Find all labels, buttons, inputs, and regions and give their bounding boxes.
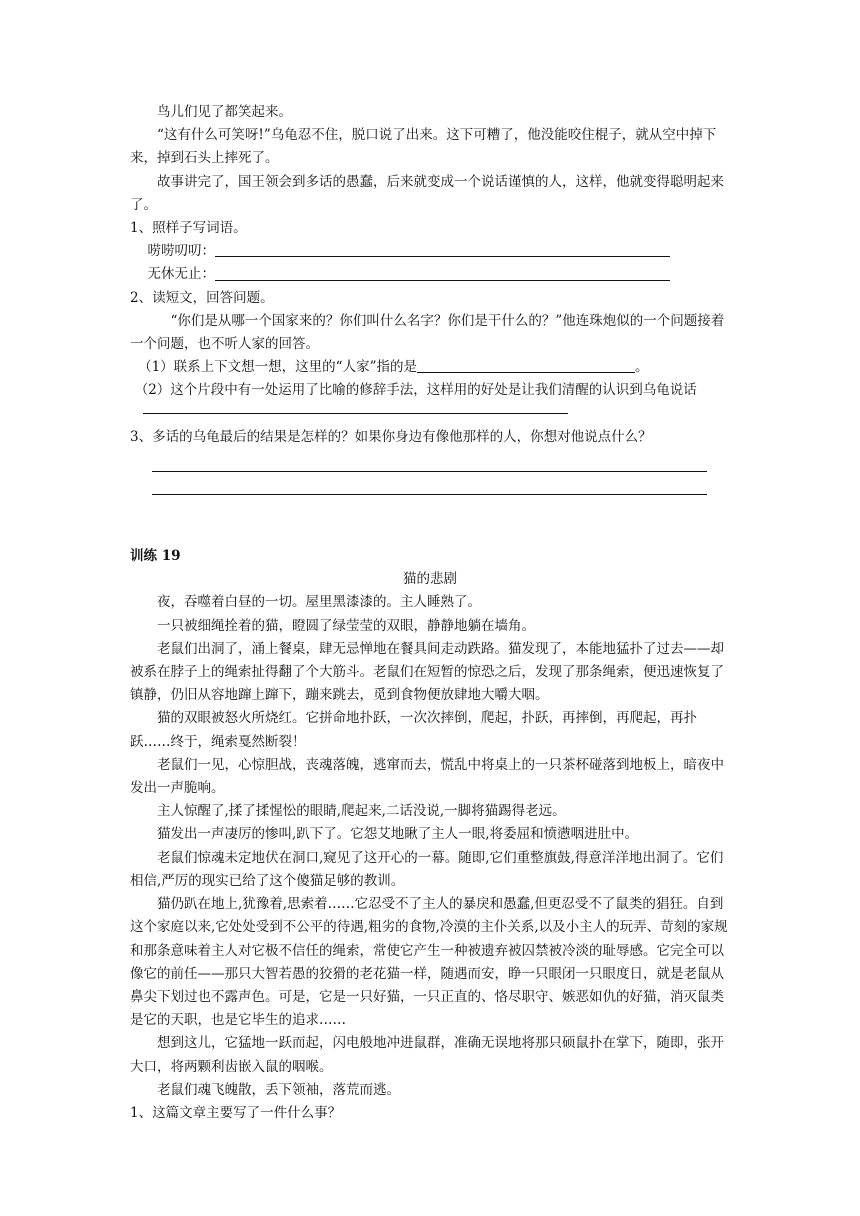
document-body	[130, 101, 730, 1125]
answer-line[interactable]	[143, 412, 568, 414]
question-1-item-2	[130, 263, 730, 286]
question-1-title: 1、照样子写词语。	[130, 220, 247, 237]
story-paragraph: 想到这儿，它猛地一跃而起，闪电般地冲进鼠群，准确无误地将那只硕鼠扑在掌下，随即，张开大口，将两颗利齿嵌入鼠的咽喉。	[130, 1035, 724, 1075]
story-paragraph: “这有什么可笑呀!”乌龟忍不住，脱口说了出来。这下可糟了，他没能咬住棍子，就从空中掉下来，掉到石头上摔死了。	[130, 127, 717, 167]
answer-line[interactable]	[417, 371, 635, 373]
question-2-sub-1	[130, 356, 730, 379]
story-paragraph: 猫的双眼被怒火所烧红。它拼命地扑跃，一次次摔倒，爬起，扑跃，再摔倒，再爬起，再扑跃……终于，绳索戛然断裂！	[130, 710, 697, 750]
story-paragraph: 猫发出一声凄厉的惨叫,趴下了。它怨艾地瞅了主人一眼,将委屈和愤懑咽进肚中。	[157, 826, 639, 843]
story-paragraph: 老鼠们出洞了，涌上餐桌，肆无忌惮地在餐具间走动跌路。猫发现了，本能地猛扑了过去——却被系在脖子上的绳索扯得翻了个大筋斗。老鼠们在短暂的惊恐之后，发现了那条绳索，便迅速恢复了镇静，仍旧从容地蹿上蹿下，蹦来跳去，觅到食物便放肆地大嚼大咽。	[130, 640, 724, 704]
answer-line[interactable]	[215, 255, 670, 257]
question-2-passage: “你们是从哪一个国家来的？你们叫什么名字？你们是干什么的？”他连珠炮似的一个问题接着一个问题，也不听人家的回答。	[130, 312, 725, 353]
question-3-title: 3、多话的乌龟最后的结果是怎样的？如果你身边有像他那样的人，你想对他说点什么？	[130, 428, 652, 445]
answer-line[interactable]	[152, 449, 707, 472]
story-title: 猫的悲剧	[403, 571, 457, 588]
answer-line[interactable]	[152, 472, 707, 495]
section-question-1: 1、这篇文章主要写了一件什么事？	[130, 1104, 342, 1121]
story-paragraph: 老鼠们惊魂未定地伏在洞口,窥见了这开心的一幕。随即,它们重整旗鼓,得意洋洋地出洞了。它们相信,严厉的现实已给了这个傻猫足够的教训。	[130, 849, 724, 889]
answer-line[interactable]	[215, 279, 670, 281]
story-paragraph: 猫仍趴在地上,犹豫着,思索着……它忍受不了主人的暴戾和愚蠢,但更忍受不了鼠类的猖狂。自到这个家庭以来,它处处受到不公平的待遇,粗劣的食物,冷漠的主仆关系,以及小主人的玩弄、苛刻的家规和那条意味着主人对它极不信任的绳索，常使它产生一种被遗弃被囚禁被冷淡的耻辱感。它完全可以像它的前任——那只大智若愚的狡猾的老花猫一样，随遇而安，睁一只眼闭一只眼度日，就是老鼠从鼻尖下划过也不露声色。可是，它是一只好猫，一只正直的、恪尽职守、嫉恶如仇的好猫，消灭鼠类是它的天职，也是它毕生的追求……	[130, 896, 728, 1029]
sub-question-2-text: （2）这个片段中有一处运用了比喻的修辞手法，这样用的好处是让我们清醒的认识到乌龟说话	[134, 382, 697, 399]
story-paragraph: 老鼠们魂飞魄散，丢下领袖，落荒而逃。	[157, 1081, 400, 1098]
question-1-item-1	[130, 240, 730, 263]
example-word-2: 无休无止：	[147, 266, 216, 283]
question-2-title: 2、读短文，回答问题。	[130, 289, 274, 306]
sub-question-1-end: 。	[635, 359, 649, 376]
section-title: 训练 19	[130, 548, 181, 565]
question-2-sub-2	[130, 379, 730, 425]
story-paragraph: 一只被细绳拴着的猫，瞪圆了绿莹莹的双眼，静静地躺在墙角。	[157, 617, 535, 634]
story-paragraph: 夜，吞噬着白昼的一切。屋里黑漆漆的。主人睡熟了。	[157, 594, 481, 611]
story-paragraph: 主人惊醒了,揉了揉惺忪的眼睛,爬起来,二话没说,一脚将猫踢得老远。	[157, 803, 566, 820]
story-paragraph: 鸟儿们见了都笑起来。	[157, 104, 292, 120]
example-word-1: 唠唠叨叨：	[147, 243, 216, 260]
story-paragraph: 故事讲完了，国王领会到多话的愚蠢，后来就变成一个说话谨慎的人，这样，他就变得聪明起来了。	[130, 173, 724, 213]
sub-question-1-text: （1）联系上下文想一想，这里的“人家”指的是	[138, 359, 417, 376]
story-paragraph: 老鼠们一见，心惊胆战，丧魂落魄，逃窜而去，慌乱中将桌上的一只茶杯碰落到地板上，暗夜中发出一声脆响。	[130, 756, 724, 797]
